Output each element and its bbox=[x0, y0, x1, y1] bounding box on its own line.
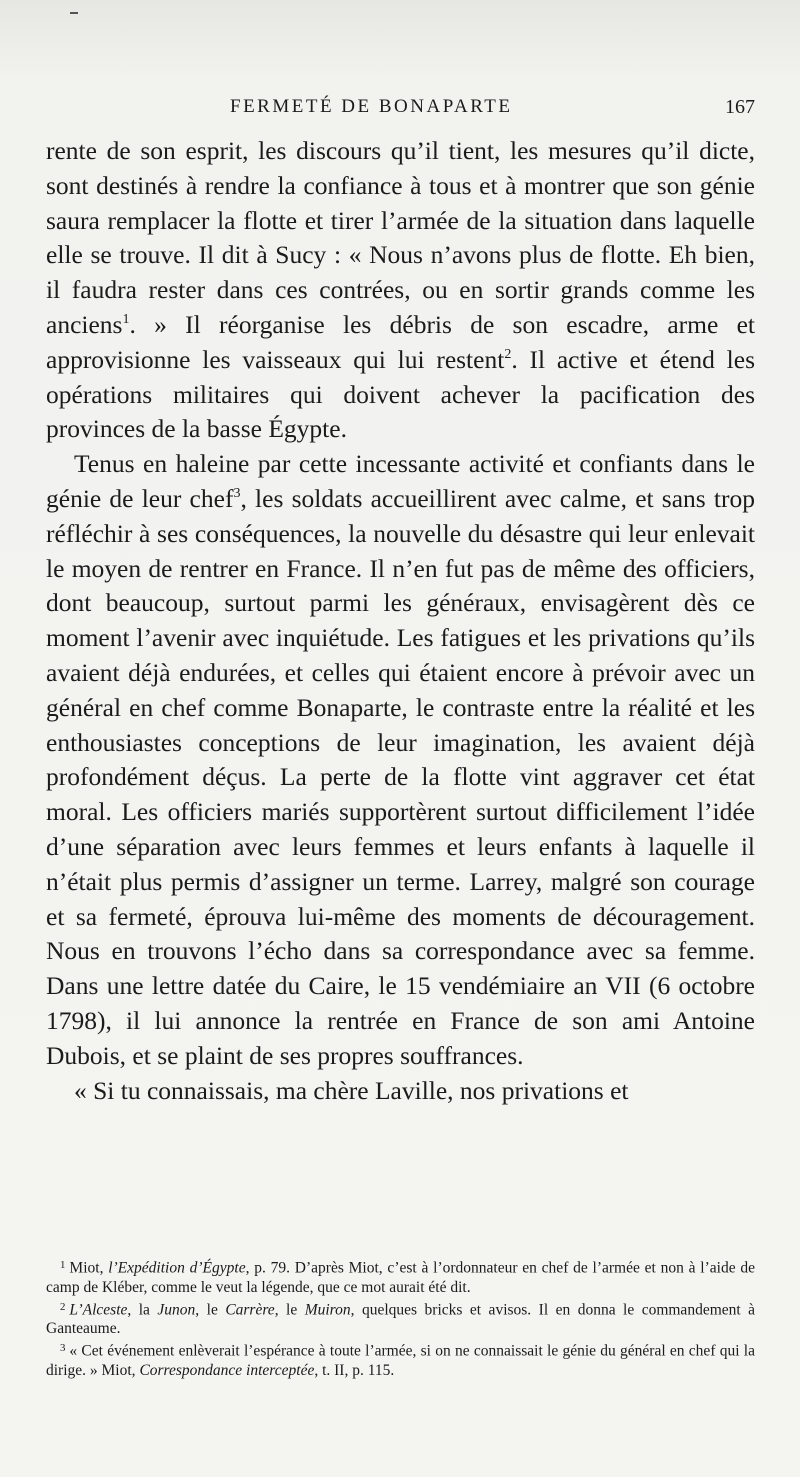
text-run: . » Il réorganise les débris de son escadre, arme et approvisionne les vaisseaux qui lui restent bbox=[46, 309, 755, 374]
page-number: 167 bbox=[725, 96, 755, 118]
footnote-mark: 2 bbox=[60, 1300, 66, 1313]
footnote-3 bbox=[46, 1339, 755, 1381]
footnote-2 bbox=[46, 1298, 755, 1340]
text-run: , les soldats accueillirent avec calme, et sans trop réfléchir à ses conséquences, la nouvelle du désastre qui leur enlevait le moyen de rentrer en France. Il n’en fut pas de même des officiers, dont beaucoup, surtout parmi les généraux, envisagèrent dès ce moment l’avenir avec inquiétude. Les fatigues et les privations qu’ils avaient déjà endurées, et celles qui étaient encore à prévoir avec un général en chef comme Bonaparte, le contraste entre la réalité et les enthousiastes conceptions de leur imagination, les avaient déjà profondément déçus. La perte de la flotte vint aggraver cet état moral. Les officiers mariés supportèrent surtout difficilement l’idée d’une séparation avec leurs femmes et leurs enfants à laquelle il n’était plus permis d’assigner un terme. Larrey, malgré son courage et sa fermeté, éprouva lui-même des moments de découragement. Nous en trouvons l’écho dans sa correspondance avec sa femme. Dans une lettre datée du Caire, le 15 vendémiaire an VII (6 octobre 1798), il lui annonce la rentrée en France de son ami Antoine Dubois, et se plaint de ses propres souffrances. bbox=[46, 483, 756, 1070]
footnote-ref-2: 2 bbox=[504, 346, 512, 362]
text-run: Miot, bbox=[69, 1259, 109, 1277]
italic-title: l’Expédition d’Égypte bbox=[108, 1259, 246, 1277]
main-text bbox=[46, 134, 755, 1108]
ship-name: Junon bbox=[157, 1300, 196, 1318]
text-run: , la bbox=[127, 1300, 158, 1318]
paragraph-2 bbox=[46, 447, 755, 1073]
text-run: , le bbox=[195, 1300, 226, 1318]
footnote-ref-1: 1 bbox=[122, 312, 130, 328]
footnote-mark: 3 bbox=[60, 1342, 66, 1355]
ship-name: Carrère bbox=[225, 1300, 275, 1318]
print-mark bbox=[70, 12, 78, 14]
paragraph-3: « Si tu connaissais, ma chère Laville, nos privations et bbox=[74, 1075, 629, 1105]
running-head bbox=[46, 96, 755, 120]
text-run: « Cet événement enlèverait l’espérance à toute l’armée, si on ne connaissait le génie du général en chef qui la dirige. » Miot, bbox=[46, 1342, 755, 1379]
ship-name: Muiron bbox=[304, 1300, 351, 1318]
text-run: , p. 79. D’après Miot, c’est à l’ordonnateur en chef de l’armée et non à l’aide de camp de Kléber, comme le veut la légende, que ce mot aurait été dit. bbox=[46, 1259, 755, 1296]
ship-name: L’Alceste bbox=[69, 1300, 128, 1318]
text-run: Tenus en haleine par cette incessante activité et confiants dans le génie de leur chef bbox=[46, 449, 755, 513]
footnotes bbox=[46, 1256, 755, 1381]
footnote-mark: 1 bbox=[60, 1259, 66, 1271]
text-run: , le bbox=[274, 1300, 305, 1318]
text-run: , t. II, p. 115. bbox=[314, 1361, 395, 1379]
paragraph-1 bbox=[46, 134, 755, 447]
text-run: . Il active et étend les opérations militaires qui doivent achever la pacification des provinces de la basse Égypte. bbox=[46, 344, 755, 444]
footnote-ref-3: 3 bbox=[233, 486, 241, 502]
text-run: , quelques bricks et avisos. Il en donna le commandement à Ganteaume. bbox=[46, 1300, 756, 1338]
footnote-1 bbox=[46, 1256, 755, 1298]
text-run: rente de son esprit, les discours qu’il tient, les mesures qu’il dicte, sont destinés à rendre la confiance à tous et à montrer que son génie saura remplacer la flotte et tirer l’armée de la situation dans laquelle elle se trouve. Il dit à Sucy : « Nous n’avons plus de flotte. Eh bien, il faudra rester dans ces contrées, ou en sortir grands comme les anciens bbox=[46, 136, 755, 339]
running-title: FERMETÉ DE BONAPARTE bbox=[230, 96, 513, 117]
italic-title: Correspondance interceptée bbox=[139, 1361, 315, 1379]
